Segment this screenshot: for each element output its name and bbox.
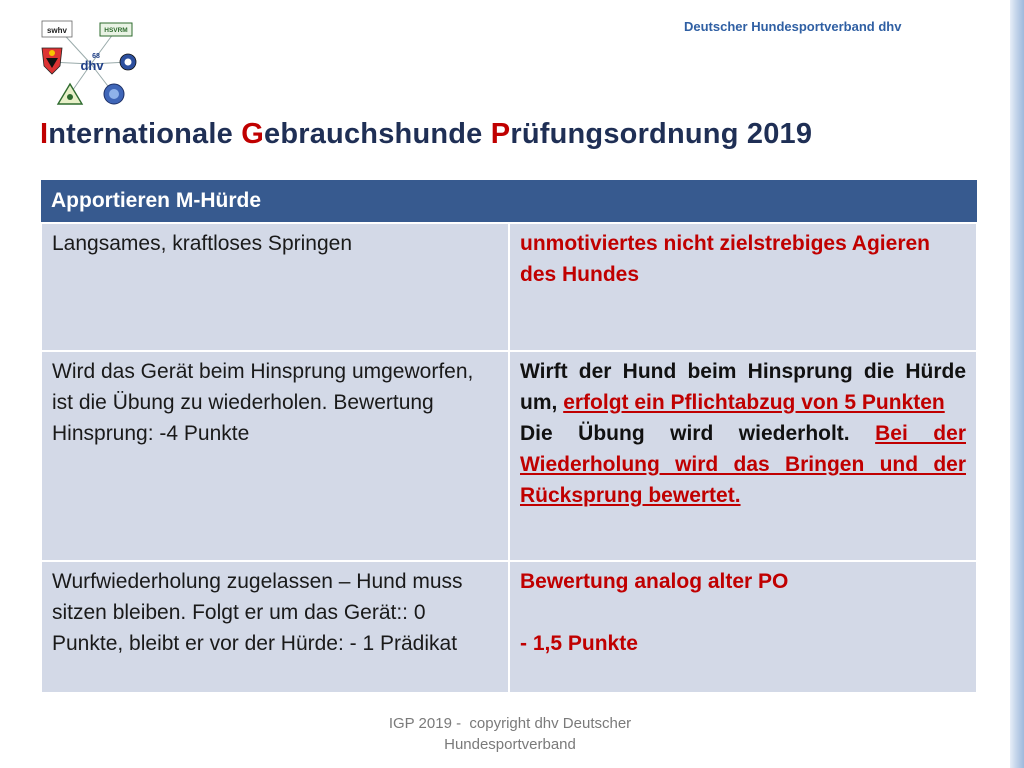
hsvrm-logo (100, 23, 132, 36)
table-header: Apportieren M-Hürde (41, 180, 977, 223)
title-word-1: nternationale (48, 118, 242, 150)
title-initial-g: G (241, 118, 264, 150)
footer-line-1: IGP 2019 - copyright dhv Deutscher (388, 715, 632, 732)
rules-table (40, 180, 978, 694)
row-2-new-rule (509, 351, 977, 561)
shield-logo (42, 48, 62, 74)
svg-text:dhv: dhv (80, 58, 104, 73)
circle-logo (104, 84, 124, 104)
row-3-new-rule-text-1: Bewertung analog alter PO (520, 570, 789, 593)
triangle-logo (58, 84, 82, 104)
row-2-new-rule-repeat: Bei der Wiederholung wird das Bringen und der Rücksprung bewertet. (520, 422, 966, 507)
row-3-old-rule: Wurfwiederholung zugelassen – Hund muss sitzen bleiben. Folgt er um das Gerät:: 0 Punkte, bleibt er vor der Hürde: - 1 Prädikat (41, 561, 509, 693)
svg-text:68: 68 (92, 53, 100, 60)
row-2-new-rule-text-a: Wirft der Hund beim Hinsprung die Hürde um, (520, 360, 966, 414)
table-header-row (41, 180, 977, 223)
table-row (41, 561, 977, 693)
footer-line-2: Hundesportverband (444, 736, 576, 753)
right-edge-decoration (1010, 0, 1024, 768)
title-initial-p: P (490, 118, 511, 150)
row-3-new-rule-text-2: - 1,5 Punkte (520, 632, 638, 655)
row-1-new-rule (509, 223, 977, 351)
row-2-old-rule: Wird das Gerät beim Hinsprung umgeworfen, ist die Übung zu wiederholen. Bewertung Hinsprung: -4 Punkte (41, 351, 509, 561)
row-3-new-rule (509, 561, 977, 693)
row-2-new-rule-text-b: Die Übung wird wiederholt. (520, 422, 850, 445)
footer-copyright (360, 713, 660, 755)
title-word-2: ebrauchshunde (263, 118, 491, 150)
title-initial-i: I (40, 118, 49, 150)
table-row (41, 351, 977, 561)
title-word-3: rüfungsordnung 2019 (510, 118, 813, 150)
row-1-old-rule: Langsames, kraftloses Springen (41, 223, 509, 351)
member-associations-logo (36, 18, 146, 118)
organization-name: Deutscher Hundesportverband dhv (684, 19, 902, 34)
row-2-new-rule-penalty: erfolgt ein Pflichtabzug von 5 Punkten (563, 391, 945, 414)
swhv-logo (42, 21, 72, 37)
svg-text:swhv: swhv (46, 26, 68, 35)
round-emblem-logo (120, 54, 136, 70)
page-title (40, 118, 812, 151)
table-row (41, 223, 977, 351)
row-1-new-rule-text: unmotiviertes nicht zielstrebiges Agieren des Hundes (520, 232, 930, 286)
svg-text:HSVRM: HSVRM (104, 27, 128, 34)
